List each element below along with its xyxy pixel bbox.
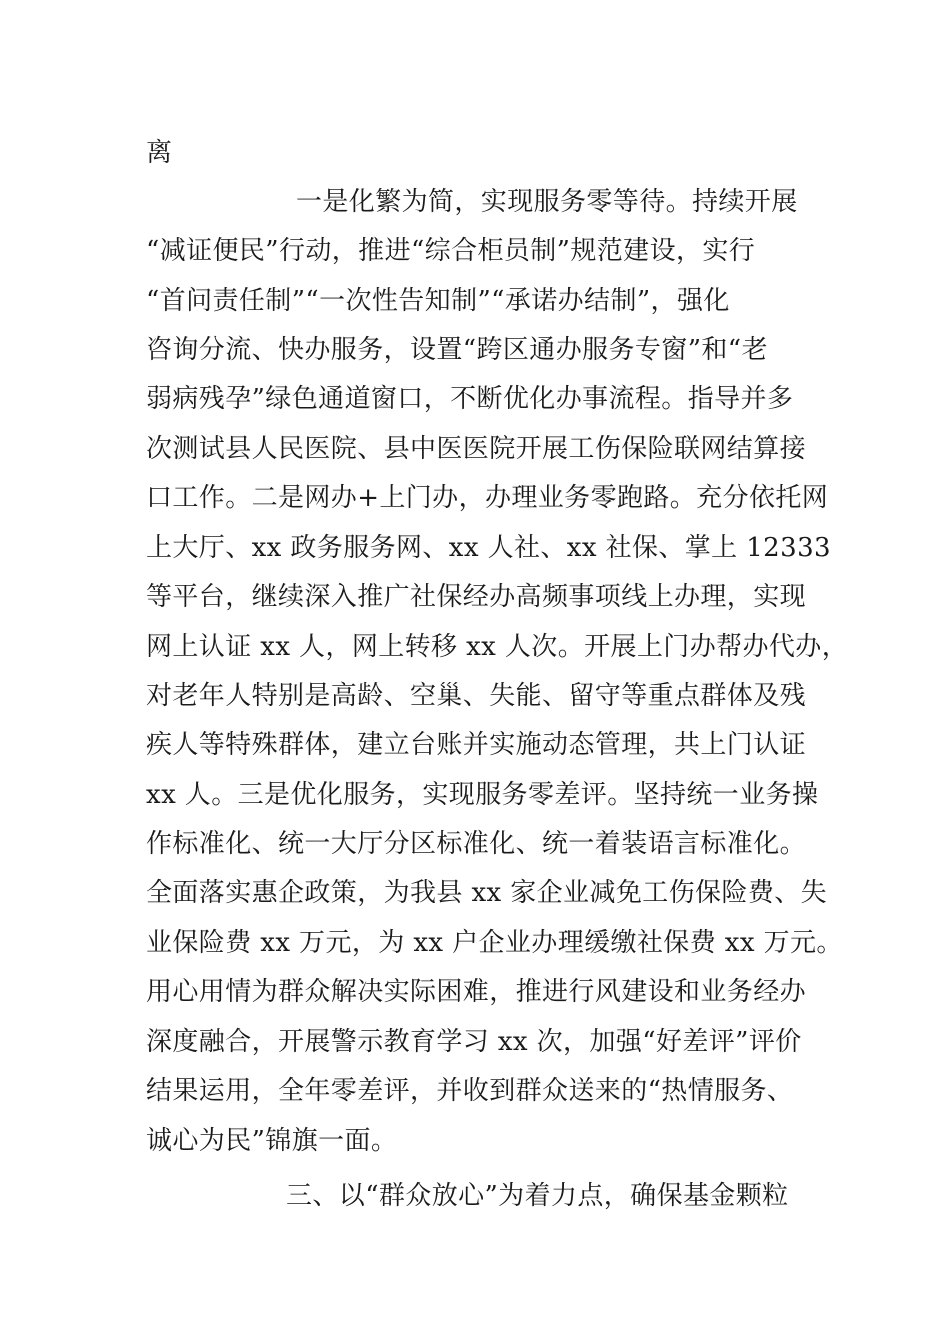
- text-line: 咨询分流、快办服务，设置“跨区通办服务专窗”和“老: [146, 335, 768, 365]
- text-line: 作标准化、统一大厅分区标准化、统一着装语言标准化。: [146, 829, 807, 859]
- text-line: 诚心为民”锦旗一面。: [146, 1126, 398, 1156]
- text-line: 等平台，继续深入推广社保经办高频事项线上办理，实现: [146, 582, 807, 612]
- text-line: 业保险费 xx 万元，为 xx 户企业办理缓缴社保费 xx 万元。: [146, 928, 843, 958]
- paragraph-first-line: 一是化繁为简，实现服务零等待。持续开展: [296, 187, 798, 217]
- text-line: 次测试县人民医院、县中医医院开展工伤保险联网结算接: [146, 434, 807, 464]
- text-line: 口工作。二是网办+上门办，办理业务零跑路。充分依托网: [146, 483, 829, 513]
- text-line: 全面落实惠企政策，为我县 xx 家企业减免工伤保险费、失: [146, 878, 828, 908]
- text-line: 上大厅、xx 政务服务网、xx 人社、xx 社保、掌上 12333: [146, 533, 831, 563]
- text-line: 离: [146, 138, 173, 168]
- text-line: 对老年人特别是高龄、空巢、失能、留守等重点群体及残: [146, 681, 807, 711]
- text-line: 结果运用，全年零差评，并收到群众送来的“热情服务、: [146, 1076, 794, 1106]
- section-heading: 三、以“群众放心”为着力点，确保基金颗粒: [286, 1181, 789, 1211]
- text-line: xx 人。三是优化服务，实现服务零差评。坚持统一业务操: [146, 780, 819, 810]
- text-line: “减证便民”行动，推进“综合柜员制”规范建设，实行: [146, 236, 756, 266]
- text-line: 网上认证 xx 人，网上转移 xx 人次。开展上门办帮办代办，: [146, 632, 849, 662]
- text-line: 深度融合，开展警示教育学习 xx 次，加强“好差评”评价: [146, 1027, 802, 1057]
- text-line: 弱病残孕”绿色通道窗口，不断优化办事流程。指导并多: [146, 384, 794, 414]
- text-line: “首问责任制”“一次性告知制”“承诺办结制”，强化: [146, 286, 730, 316]
- text-line: 疾人等特殊群体，建立台账并实施动态管理，共上门认证: [146, 730, 807, 760]
- text-line: 用心用情为群众解决实际困难，推进行风建设和业务经办: [146, 977, 807, 1007]
